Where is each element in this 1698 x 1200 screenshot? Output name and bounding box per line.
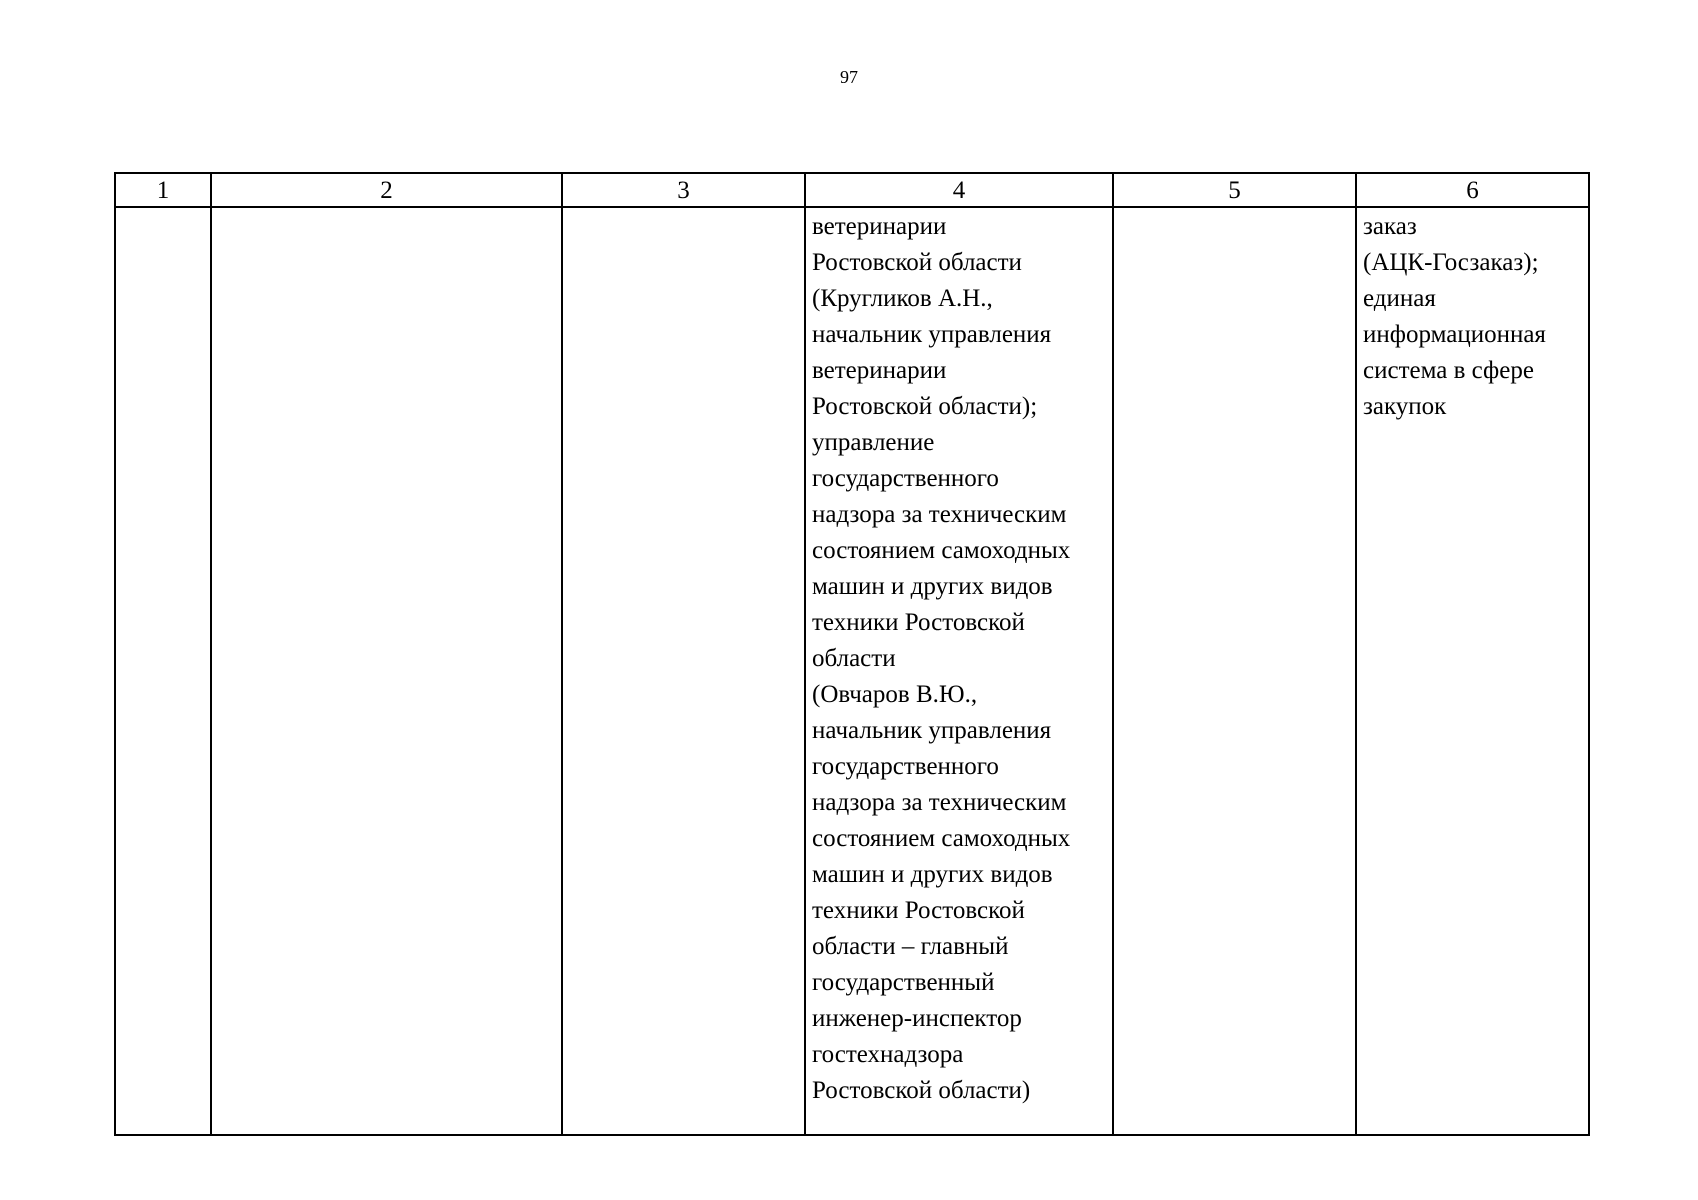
table-cell-col4: [805, 207, 1113, 1135]
cell-text-col3: [563, 208, 804, 209]
cell-text-col5: [1114, 208, 1355, 209]
column-header-5: 5: [1113, 173, 1356, 207]
cell-text-col4: ветеринарии Ростовской области (Кругликов А.Н., начальник управления ветеринарии Ростовской области); управление государственного надзора за техническим состоянием самоходных машин и других видов техники Ростовской области (Овчаров В.Ю., начальник управления государственного надзора за техническим состоянием самоходных машин и других видов техники Ростовской области – главный государственный инженер-инспектор гостехнадзора Ростовской области): [812, 213, 1071, 1104]
table-cell-col1: [115, 207, 211, 1135]
table-cell-col2: [211, 207, 562, 1135]
cell-text-col1: [116, 208, 210, 209]
cell-text-col6: заказ (АЦК-Госзаказ); единая информационная система в сфере закупок: [1363, 213, 1546, 420]
column-header-4: 4: [805, 173, 1113, 207]
cell-text-col2: [212, 208, 561, 209]
table-row: [115, 207, 1589, 1135]
column-header-2: 2: [211, 173, 562, 207]
page-number: 97: [840, 67, 858, 87]
table-cell-col3: [562, 207, 805, 1135]
table-cell-col6: [1356, 207, 1589, 1135]
data-table: [114, 172, 1590, 1136]
table-cell-col5: [1113, 207, 1356, 1135]
column-header-3: 3: [562, 173, 805, 207]
column-header-1: 1: [115, 173, 211, 207]
table-header-row: [115, 173, 1589, 207]
column-header-6: 6: [1356, 173, 1589, 207]
